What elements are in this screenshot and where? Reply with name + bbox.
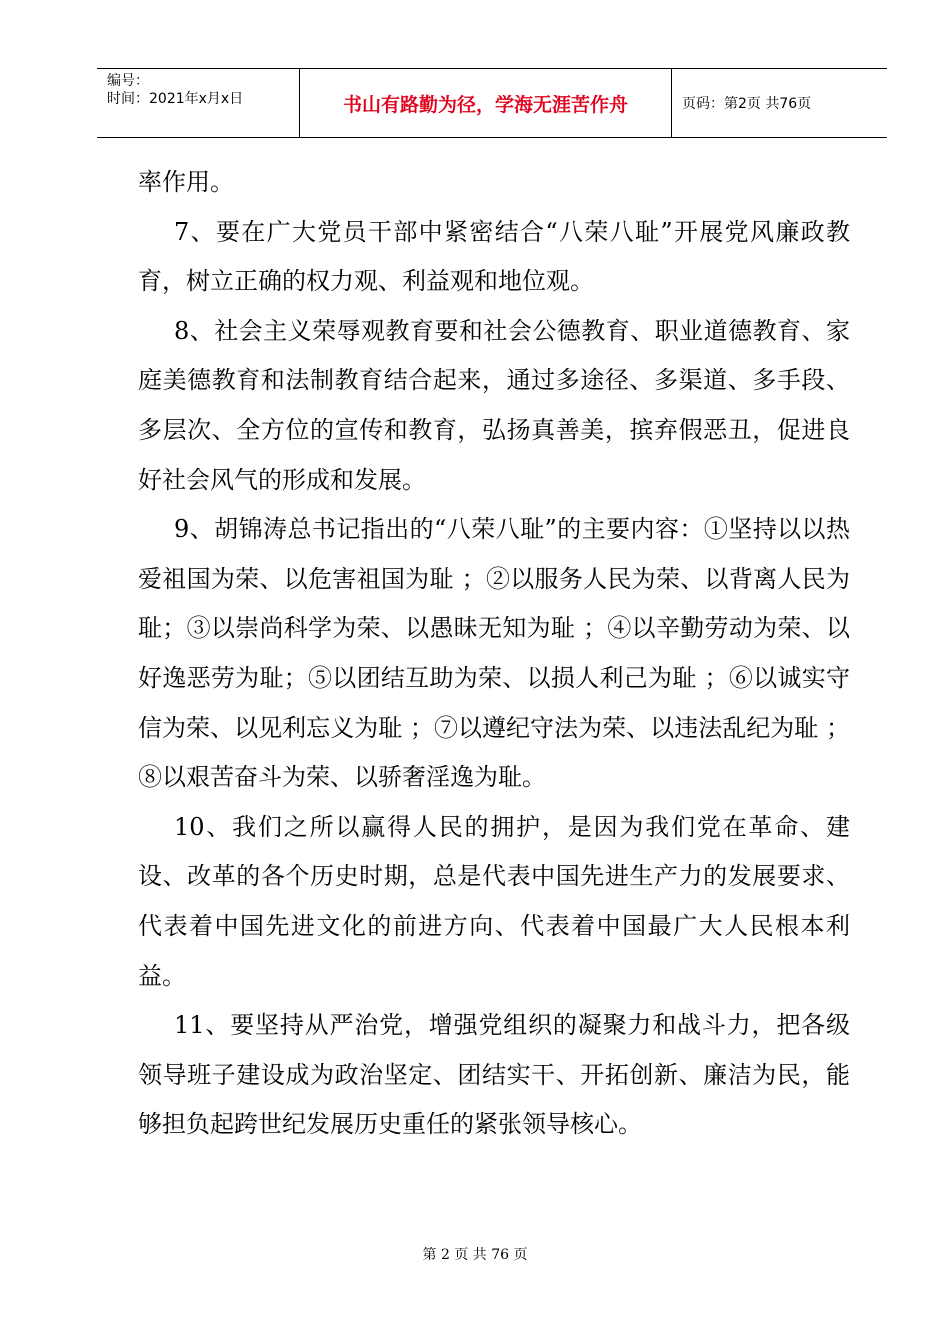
paragraph-item-10: 10、我们之所以赢得人民的拥护，是因为我们党在革命、建设、改革的各个历史时期，总是代表中国先进生产力的发展要求、代表着中国先进文化的前进方向、代表着中国最广大人民根本利益。 [138,812,850,990]
paragraph-continuation: 率作用。 [138,168,234,196]
paragraph-item-9: 9、胡锦涛总书记指出的“八荣八耻”的主要内容：①坚持以以热爱祖国为荣、以危害祖国为耻 ；②以服务人民为荣、以背离人民为耻；③以崇尚科学为荣、以愚昧无知为耻 ；④以辛勤劳动为荣、以好逸恶劳为耻；⑤以团结互助为荣、以损人利己为耻 ；⑥以诚实守信为荣、以见利忘义为耻 ；⑦以遵纪守法为荣、以违法乱纪为耻 ；⑧以艰苦奋斗为荣、以骄奢淫逸为耻。 [138,515,850,792]
paragraph-item-11: 11、要坚持从严治党，增强党组织的凝聚力和战斗力，把各级领导班子建设成为政治坚定、团结实干、开拓创新、廉洁为民，能够担负起跨世纪发展历史重任的紧张领导核心。 [138,1011,850,1139]
time-label: 时间：2021年x月x日 [107,91,244,107]
header-motto: 书山有路勤为径，学海无涯苦作舟 [342,93,628,116]
page-footer: 第 2 页 共 76 页 [422,1247,528,1263]
header-page-cell [672,69,887,137]
header-meta-cell [97,69,300,137]
header-page-info: 页码：第2页 共76页 [682,96,812,112]
header-motto-cell [300,69,672,137]
serial-number-label: 编号： [107,73,149,89]
page-header [97,68,887,138]
document-body [138,158,850,1150]
paragraph-item-8: 8、社会主义荣辱观教育要和社会公德教育、职业道德教育、家庭美德教育和法制教育结合起来，通过多途径、多渠道、多手段、多层次、全方位的宣传和教育，弘扬真善美，摈弃假恶丑，促进良好社会风气的形成和发展。 [138,316,850,494]
paragraph-item-7: 7、要在广大党员干部中紧密结合“八荣八耻”开展党风廉政教育，树立正确的权力观、利益观和地位观。 [138,217,850,296]
